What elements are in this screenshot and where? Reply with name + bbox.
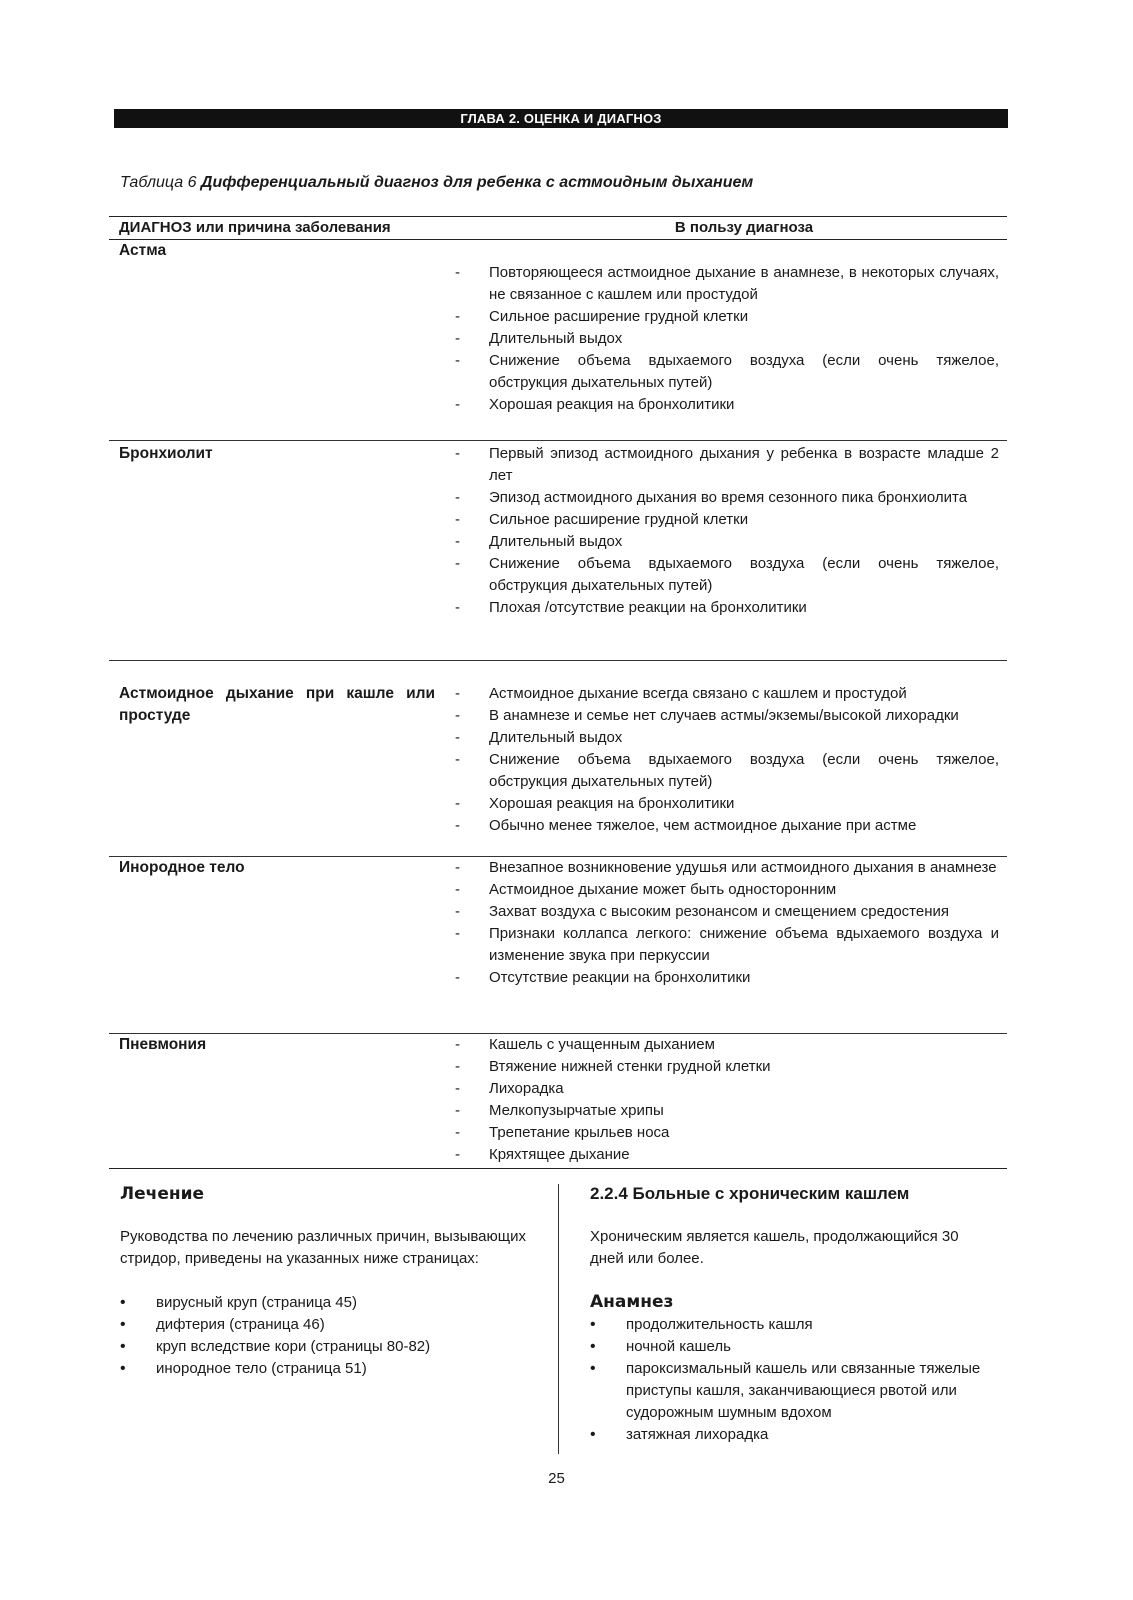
list-item: - Плохая /отсутствие реакции на бронхолитики [447, 597, 1007, 619]
list-item: • инородное тело (страница 51) [120, 1358, 526, 1380]
table-row-cough-cold-wheeze [109, 661, 1007, 857]
list-item: - Снижение объема вдыхаемого воздуха (если очень тяжелое, обструкция дыхательных путей) [447, 749, 1007, 793]
list-item: - Лихорадка [447, 1078, 1007, 1100]
list-item: - Первый эпизод астмоидного дыхания у ребенка в возрасте младше 2 лет [447, 443, 1007, 487]
chronic-cough-section [590, 1184, 992, 1446]
list-item: - В анамнезе и семье нет случаев астмы/экземы/высокой лихорадки [447, 705, 1007, 727]
diagnosis-name: Бронхиолит [119, 445, 213, 462]
table-row-foreign-body [109, 857, 1007, 1034]
table-caption-title: Дифференциальный диагноз для ребенка с астмоидным дыханием [200, 174, 754, 191]
anamnesis-title: Анамнез [590, 1292, 674, 1312]
anamnesis-list [590, 1314, 992, 1446]
feature-list [447, 683, 1007, 856]
list-item: - Кашель с учащенным дыханием [447, 1034, 1007, 1056]
table-caption [120, 174, 753, 192]
list-item: • ночной кашель [590, 1336, 992, 1358]
list-item: • вирусный круп (страница 45) [120, 1292, 526, 1314]
list-item: - Хорошая реакция на бронхолитики [447, 793, 1007, 815]
diagnosis-name: Пневмония [119, 1036, 207, 1053]
list-item: - Длительный выдох [447, 531, 1007, 553]
treatment-intro: Руководства по лечению различных причин, вызывающих стридор, приведены на указанных ниже страницах: [120, 1228, 526, 1267]
table-row-bronchiolitis [109, 441, 1007, 661]
list-item: - Мелкопузырчатые хрипы [447, 1100, 1007, 1122]
chronic-cough-definition: Хроническим является кашель, продолжающийся 30 дней или более. [590, 1228, 959, 1267]
list-item: - Обычно менее тяжелое, чем астмоидное дыхание при астме [447, 815, 1007, 837]
list-item: - Захват воздуха с высоким резонансом и смещением средостения [447, 901, 1007, 923]
list-item: - Астмоидное дыхание может быть односторонним [447, 879, 1007, 901]
diagnosis-name: Астма [119, 242, 167, 259]
page-number: 25 [548, 1470, 565, 1487]
feature-list [447, 857, 1007, 1033]
chronic-cough-title: 2.2.4 Больные с хроническим кашлем [590, 1184, 910, 1203]
diagnosis-name: Астмоидное дыхание при кашле или простуде [119, 685, 435, 724]
list-item: - Признаки коллапса легкого: снижение объема вдыхаемого воздуха и изменение звука при перкуссии [447, 923, 1007, 967]
table-row-pneumonia [109, 1034, 1007, 1169]
list-item: • круп вследствие кори (страницы 80-82) [120, 1336, 526, 1358]
table-row-asthma [109, 240, 1007, 441]
list-item: - Снижение объема вдыхаемого воздуха (если очень тяжелое, обструкция дыхательных путей) [447, 553, 1007, 597]
list-item: - Трепетание крыльев носа [447, 1122, 1007, 1144]
chapter-header: ГЛАВА 2. ОЦЕНКА И ДИАГНОЗ [114, 109, 1008, 128]
feature-list [447, 443, 1007, 660]
list-item: - Астмоидное дыхание всегда связано с кашлем и простудой [447, 683, 1007, 705]
list-item: - Длительный выдох [447, 727, 1007, 749]
treatment-list [120, 1292, 526, 1380]
treatment-section [120, 1184, 526, 1380]
header-supporting-findings: В пользу диагноза [674, 219, 814, 236]
list-item: - Длительный выдох [447, 328, 1007, 350]
list-item: - Кряхтящее дыхание [447, 1144, 1007, 1166]
treatment-title: Лечение [120, 1184, 205, 1204]
list-item: • затяжная лихорадка [590, 1424, 992, 1446]
list-item: - Втяжение нижней стенки грудной клетки [447, 1056, 1007, 1078]
feature-list [447, 1034, 1007, 1168]
list-item: - Сильное расширение грудной клетки [447, 509, 1007, 531]
column-divider [558, 1184, 559, 1454]
list-item: • пароксизмальный кашель или связанные тяжелые приступы кашля, заканчивающиеся рвотой или судорожным шумным вдохом [590, 1358, 992, 1424]
list-item: • продолжительность кашля [590, 1314, 992, 1336]
list-item: - Повторяющееся астмоидное дыхание в анамнезе, в некоторых случаях, не связанное с кашлем или простудой [447, 262, 1007, 306]
diagnosis-name: Инородное тело [119, 859, 245, 876]
differential-diagnosis-table [109, 216, 1007, 1169]
list-item: • дифтерия (страница 46) [120, 1314, 526, 1336]
feature-list [447, 262, 1007, 416]
list-item: - Отсутствие реакции на бронхолитики [447, 967, 1007, 989]
list-item: - Хорошая реакция на бронхолитики [447, 394, 1007, 416]
table-caption-label: Таблица 6 [120, 174, 197, 191]
table-header-row [109, 217, 1007, 240]
list-item: - Сильное расширение грудной клетки [447, 306, 1007, 328]
list-item: - Снижение объема вдыхаемого воздуха (если очень тяжелое, обструкция дыхательных путей) [447, 350, 1007, 394]
list-item: - Эпизод астмоидного дыхания во время сезонного пика бронхиолита [447, 487, 1007, 509]
header-diagnosis: ДИАГНОЗ или причина заболевания [119, 219, 391, 236]
list-item: - Внезапное возникновение удушья или астмоидного дыхания в анамнезе [447, 857, 1007, 879]
